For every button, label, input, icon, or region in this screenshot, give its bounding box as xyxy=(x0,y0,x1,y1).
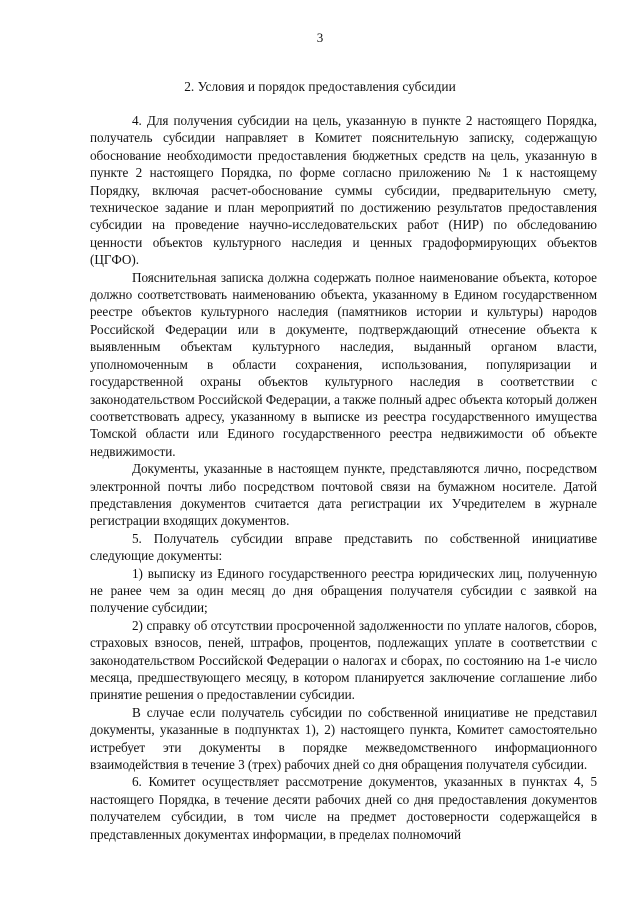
paragraph-explanatory-note: Пояснительная записка должна содержать полное наименование объекта, которое должно соответствовать наименованию объекта, указанному в Едином государственном реестре объектов культурного наследия (памятников истории и культуры) народов Российской Федерации или в документе, подтверждающий отнесение объекта к выявленным объектам культурного наследия, выданный органом власти, уполномоченным в области сохранения, использования, популяризации и государственной охраны объектов культурного наследия в соответствии с законодательством Российской Федерации, а также полный адрес объекта который должен соответствовать адресу, указанному в выписке из реестра государственного имущества Томской области или Единого государственного реестра недвижимости об объекте недвижимости. xyxy=(90,269,597,459)
paragraph-documents-submission: Документы, указанные в настоящем пункте, представляются лично, посредством электронной почты либо посредством почтовой связи на бумажном носителе. Датой представления документов считается дата регистрации их Учредителем в журнале регистрации входящих документов. xyxy=(90,461,597,529)
paragraph-6: 6. Комитет осуществляет рассмотрение документов, указанных в пунктах 4, 5 настоящего Порядка, в течение десяти рабочих дней со дня предоставления документов получателем субсидии, в том числе на предмет достоверности содержащейся в представленных документах информации, в пределах полномочий xyxy=(90,774,597,842)
document-body xyxy=(90,112,597,843)
paragraph-5-item-2: 2) справку об отсутствии просроченной задолженности по уплате налогов, сборов, страховых взносов, пеней, штрафов, процентов, подлежащих уплате в соответствии с законодательством Российской Федерации о налогах и сборах, по состоянию на 1-е число месяца, предшествующего месяцу, в котором планируется заключение соглашение либо принятие решения о предоставлении субсидии. xyxy=(90,617,597,703)
paragraph-4: 4. Для получения субсидии на цель, указанную в пункте 2 настоящего Порядка, получатель субсидии направляет в Комитет пояснительную записку, содержащую обоснование необходимости предоставления бюджетных средств на цель, указанную в пункте 2 настоящего Порядка, по форме согласно приложению № 1 к настоящему Порядку, включая расчет-обоснование суммы субсидии, предварительную смету, техническое задание и план мероприятий по достижению результатов предоставления субсидии на проведение научно-исследовательских работ (НИР) по обследованию ценности объектов культурного наследия и ценных градоформирующих объектов (ЦГФО). xyxy=(90,113,597,268)
paragraph-5: 5. Получатель субсидии вправе представить по собственной инициативе следующие документы: xyxy=(90,530,597,564)
section-title: 2. Условия и порядок предоставления субсидии xyxy=(184,79,456,94)
paragraph-5-item-1: 1) выписку из Единого государственного реестра юридических лиц, полученную не ранее чем за один месяц до дня обращения получателя субсидии с заявкой на получение субсидии; xyxy=(90,565,597,616)
paragraph-interagency-request: В случае если получатель субсидии по собственной инициативе не представил документы, указанные в подпунктах 1), 2) настоящего пункта, Комитет самостоятельно истребует эти документы в порядке межведомственного информационного взаимодействия в течение 3 (трех) рабочих дней со дня обращения получателя субсидии. xyxy=(90,704,597,773)
page-number: 3 xyxy=(316,30,324,45)
